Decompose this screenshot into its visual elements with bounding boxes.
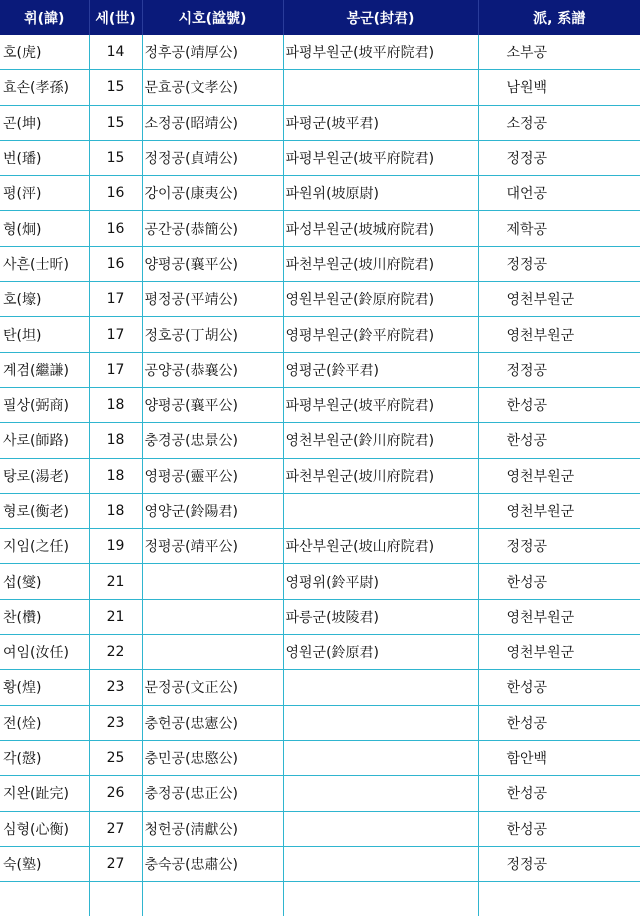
table-row xyxy=(0,176,640,211)
cell-fief-title xyxy=(283,493,478,528)
cell-generation: 16 xyxy=(89,176,142,211)
cell-posthumous-title: 양평공(襄平公) xyxy=(142,387,283,422)
cell-name: 심형(心衡) xyxy=(0,811,89,846)
cell-posthumous-title xyxy=(142,599,283,634)
cell-name: 숙(塾) xyxy=(0,846,89,881)
cell-name: 호(壕) xyxy=(0,282,89,317)
header-name: 휘(諱) xyxy=(0,0,89,35)
cell-lineage: 한성공 xyxy=(478,705,640,740)
cell-name: 형(炯) xyxy=(0,211,89,246)
table-row xyxy=(0,70,640,105)
cell-posthumous-title: 평정공(平靖公) xyxy=(142,282,283,317)
table-row xyxy=(0,776,640,811)
cell-name: 평(泙) xyxy=(0,176,89,211)
cell-generation: 21 xyxy=(89,564,142,599)
cell-posthumous-title: 강이공(康夷公) xyxy=(142,176,283,211)
cell-lineage: 한성공 xyxy=(478,387,640,422)
cell-posthumous-title xyxy=(142,564,283,599)
cell-lineage: 제학공 xyxy=(478,211,640,246)
cell-generation: 22 xyxy=(89,635,142,670)
table-row xyxy=(0,635,640,670)
cell-lineage: 대언공 xyxy=(478,176,640,211)
table-row xyxy=(0,529,640,564)
cell-generation: 16 xyxy=(89,246,142,281)
cell-lineage: 한성공 xyxy=(478,564,640,599)
cell-fief-title: 파천부원군(坡川府院君) xyxy=(283,458,478,493)
cell-posthumous-title: 충정공(忠正公) xyxy=(142,776,283,811)
table-row xyxy=(0,458,640,493)
cell-posthumous-title: 정평공(靖平公) xyxy=(142,529,283,564)
cell-name: 형로(衡老) xyxy=(0,493,89,528)
table-row xyxy=(0,105,640,140)
table-row xyxy=(0,670,640,705)
cell-lineage: 남원백 xyxy=(478,70,640,105)
cell-fief-title: 영천부원군(鈴川府院君) xyxy=(283,423,478,458)
table-row xyxy=(0,740,640,775)
table-row xyxy=(0,282,640,317)
cell-fief-title: 영평위(鈴平尉) xyxy=(283,564,478,599)
cell-fief-title xyxy=(283,846,478,881)
cell-generation: 17 xyxy=(89,317,142,352)
cell-name: 사흔(士昕) xyxy=(0,246,89,281)
cell-lineage: 영천부원군 xyxy=(478,282,640,317)
table-row xyxy=(0,846,640,881)
cell-fief-title: 영평부원군(鈴平府院君) xyxy=(283,317,478,352)
cell-fief-title xyxy=(283,70,478,105)
cell-generation: 25 xyxy=(89,740,142,775)
table-row xyxy=(0,246,640,281)
table-row xyxy=(0,423,640,458)
cell-fief-title: 파성부원군(坡城府院君) xyxy=(283,211,478,246)
cell-generation: 16 xyxy=(89,211,142,246)
cell-name: 효손(孝孫) xyxy=(0,70,89,105)
cell-lineage: 정정공 xyxy=(478,529,640,564)
cell-lineage: 정정공 xyxy=(478,846,640,881)
cell-generation: 14 xyxy=(89,35,142,70)
cell-posthumous-title: 정후공(靖厚公) xyxy=(142,35,283,70)
cell-fief-title: 파릉군(坡陵君) xyxy=(283,599,478,634)
cell-name: 찬(欑) xyxy=(0,599,89,634)
cell-fief-title xyxy=(283,670,478,705)
cell-posthumous-title: 공간공(恭簡公) xyxy=(142,211,283,246)
table-row-empty xyxy=(0,882,640,916)
cell-posthumous-title: 영양군(鈴陽君) xyxy=(142,493,283,528)
table-row xyxy=(0,705,640,740)
cell-lineage: 영천부원군 xyxy=(478,458,640,493)
cell-posthumous-title: 충민공(忠愍公) xyxy=(142,740,283,775)
table-row xyxy=(0,599,640,634)
cell-generation: 19 xyxy=(89,529,142,564)
cell-name: 지완(趾完) xyxy=(0,776,89,811)
cell-fief-title xyxy=(283,811,478,846)
empty-cell xyxy=(0,882,89,916)
empty-cell xyxy=(89,882,142,916)
header-lineage: 派, 系譜 xyxy=(478,0,640,35)
header-posthumous-title: 시호(諡號) xyxy=(142,0,283,35)
cell-fief-title: 파평부원군(坡平府院君) xyxy=(283,387,478,422)
cell-generation: 17 xyxy=(89,352,142,387)
cell-generation: 15 xyxy=(89,105,142,140)
cell-fief-title xyxy=(283,705,478,740)
header-generation: 세(世) xyxy=(89,0,142,35)
cell-generation: 18 xyxy=(89,387,142,422)
cell-name: 계겸(繼謙) xyxy=(0,352,89,387)
table-row xyxy=(0,211,640,246)
cell-name: 곤(坤) xyxy=(0,105,89,140)
cell-name: 호(虎) xyxy=(0,35,89,70)
cell-lineage: 정정공 xyxy=(478,352,640,387)
cell-posthumous-title: 정정공(貞靖公) xyxy=(142,140,283,175)
cell-name: 섭(燮) xyxy=(0,564,89,599)
cell-posthumous-title: 충헌공(忠憲公) xyxy=(142,705,283,740)
cell-name: 탕로(湯老) xyxy=(0,458,89,493)
cell-fief-title: 파평부원군(坡平府院君) xyxy=(283,140,478,175)
table-header-row xyxy=(0,0,640,35)
table-row xyxy=(0,493,640,528)
cell-lineage: 영천부원군 xyxy=(478,599,640,634)
cell-posthumous-title xyxy=(142,635,283,670)
table-row xyxy=(0,35,640,70)
cell-posthumous-title: 정호공(丁胡公) xyxy=(142,317,283,352)
cell-generation: 23 xyxy=(89,705,142,740)
cell-fief-title: 영원부원군(鈴原府院君) xyxy=(283,282,478,317)
cell-generation: 23 xyxy=(89,670,142,705)
table-row xyxy=(0,317,640,352)
cell-name: 번(璠) xyxy=(0,140,89,175)
cell-name: 탄(坦) xyxy=(0,317,89,352)
cell-lineage: 영천부원군 xyxy=(478,317,640,352)
cell-name: 각(慤) xyxy=(0,740,89,775)
table-row xyxy=(0,564,640,599)
cell-lineage: 정정공 xyxy=(478,246,640,281)
header-fief-title: 봉군(封君) xyxy=(283,0,478,35)
cell-generation: 17 xyxy=(89,282,142,317)
cell-fief-title: 파평군(坡平君) xyxy=(283,105,478,140)
cell-name: 사로(師路) xyxy=(0,423,89,458)
cell-fief-title xyxy=(283,740,478,775)
cell-generation: 15 xyxy=(89,70,142,105)
cell-posthumous-title: 충숙공(忠肅公) xyxy=(142,846,283,881)
cell-generation: 27 xyxy=(89,811,142,846)
cell-posthumous-title: 영평공(靈平公) xyxy=(142,458,283,493)
cell-lineage: 한성공 xyxy=(478,670,640,705)
table-row xyxy=(0,387,640,422)
empty-cell xyxy=(283,882,478,916)
cell-name: 필상(弼商) xyxy=(0,387,89,422)
empty-cell xyxy=(142,882,283,916)
cell-posthumous-title: 공양공(恭襄公) xyxy=(142,352,283,387)
cell-lineage: 한성공 xyxy=(478,776,640,811)
cell-fief-title xyxy=(283,776,478,811)
cell-generation: 18 xyxy=(89,423,142,458)
cell-fief-title: 파평부원군(坡平府院君) xyxy=(283,35,478,70)
cell-generation: 21 xyxy=(89,599,142,634)
table-row xyxy=(0,811,640,846)
cell-fief-title: 파천부원군(坡川府院君) xyxy=(283,246,478,281)
cell-name: 지임(之任) xyxy=(0,529,89,564)
table-row xyxy=(0,140,640,175)
empty-cell xyxy=(478,882,640,916)
cell-fief-title: 파원위(坡原尉) xyxy=(283,176,478,211)
cell-generation: 26 xyxy=(89,776,142,811)
cell-posthumous-title: 충경공(忠景公) xyxy=(142,423,283,458)
cell-posthumous-title: 문정공(文正公) xyxy=(142,670,283,705)
cell-lineage: 한성공 xyxy=(478,423,640,458)
table-row xyxy=(0,352,640,387)
cell-fief-title: 파산부원군(坡山府院君) xyxy=(283,529,478,564)
cell-posthumous-title: 양평공(襄平公) xyxy=(142,246,283,281)
cell-lineage: 한성공 xyxy=(478,811,640,846)
cell-posthumous-title: 문효공(文孝公) xyxy=(142,70,283,105)
cell-lineage: 영천부원군 xyxy=(478,493,640,528)
cell-fief-title: 영평군(鈴平君) xyxy=(283,352,478,387)
cell-name: 여임(汝任) xyxy=(0,635,89,670)
cell-posthumous-title: 소정공(昭靖公) xyxy=(142,105,283,140)
cell-lineage: 정정공 xyxy=(478,140,640,175)
cell-fief-title: 영원군(鈴原君) xyxy=(283,635,478,670)
cell-name: 전(烇) xyxy=(0,705,89,740)
cell-generation: 18 xyxy=(89,493,142,528)
cell-lineage: 소정공 xyxy=(478,105,640,140)
cell-generation: 15 xyxy=(89,140,142,175)
cell-generation: 27 xyxy=(89,846,142,881)
cell-lineage: 소부공 xyxy=(478,35,640,70)
cell-lineage: 영천부원군 xyxy=(478,635,640,670)
cell-name: 황(煌) xyxy=(0,670,89,705)
cell-posthumous-title: 청헌공(淸獻公) xyxy=(142,811,283,846)
cell-generation: 18 xyxy=(89,458,142,493)
cell-lineage: 함안백 xyxy=(478,740,640,775)
